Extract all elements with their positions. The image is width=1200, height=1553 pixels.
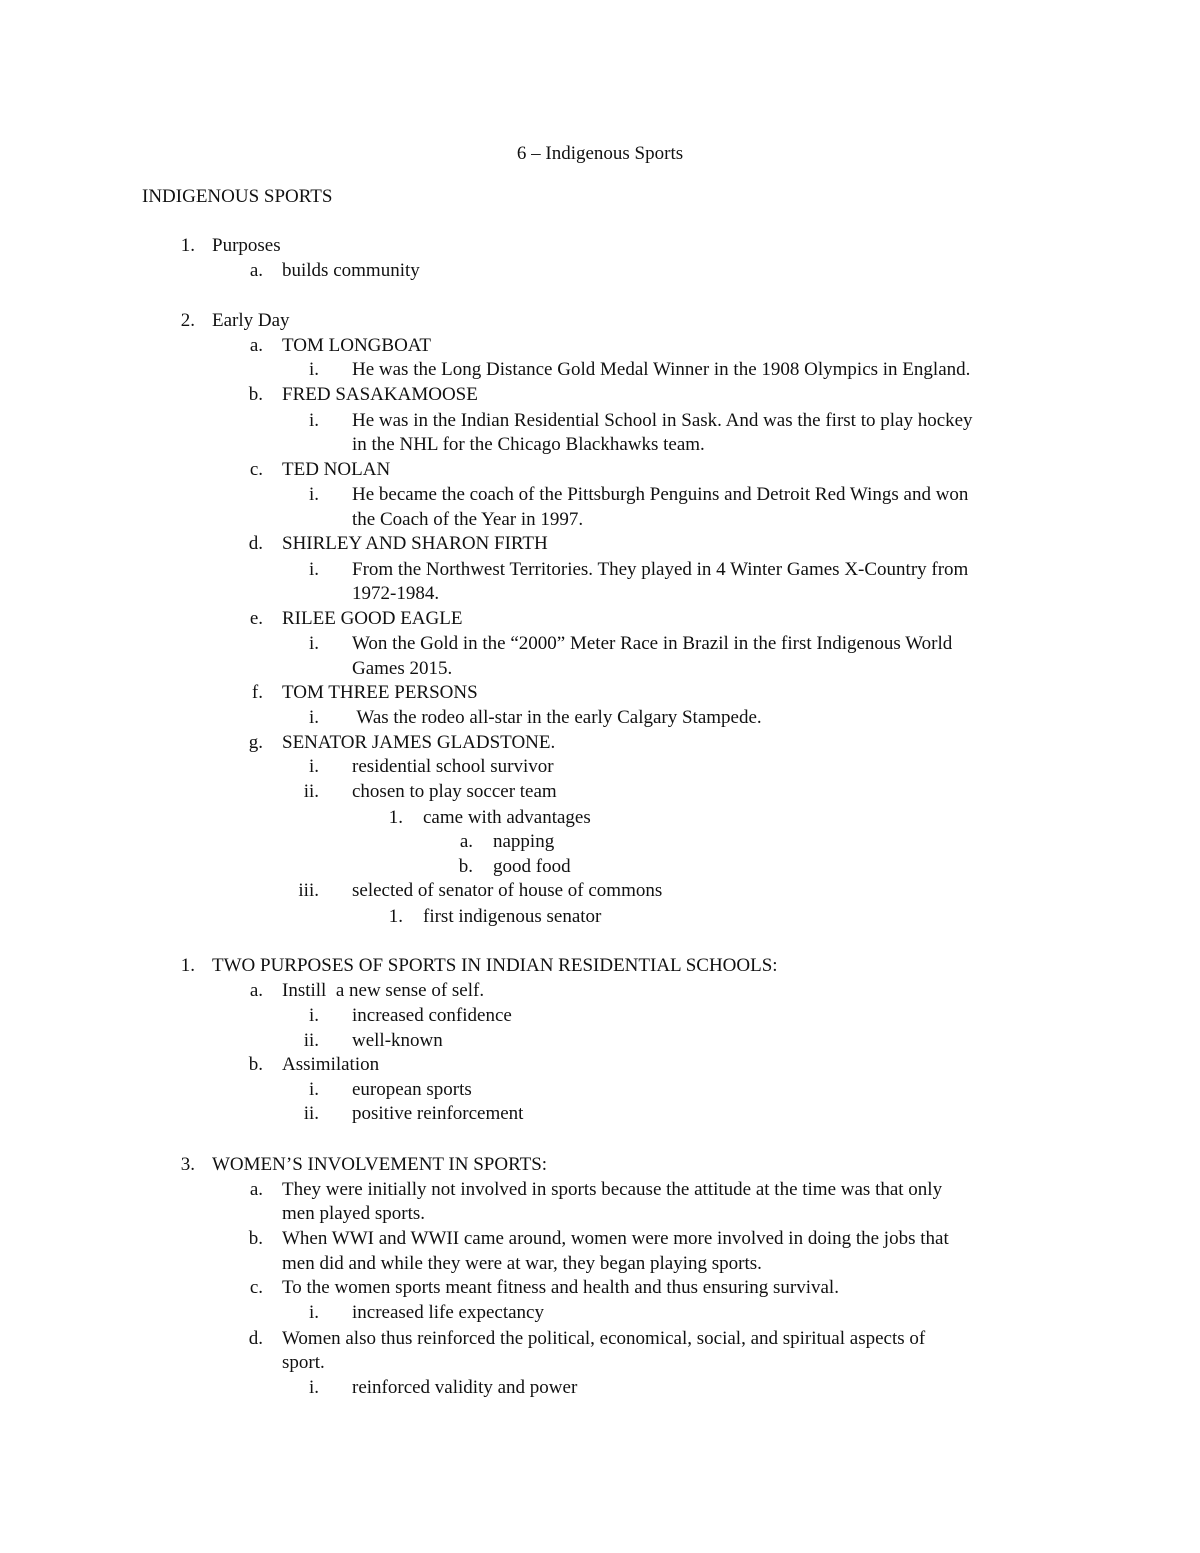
list-marker: ii. bbox=[303, 1030, 319, 1051]
list-text: european sports bbox=[352, 1079, 472, 1100]
list-text: first indigenous senator bbox=[423, 906, 602, 927]
list-marker: i. bbox=[308, 1302, 319, 1323]
document-title: 6 – Indigenous Sports bbox=[516, 143, 684, 164]
list-marker: a. bbox=[249, 335, 263, 356]
list-text: TOM THREE PERSONS bbox=[282, 682, 478, 703]
list-marker: b. bbox=[458, 856, 473, 877]
list-text: reinforced validity and power bbox=[352, 1377, 578, 1398]
list-marker: 1. bbox=[388, 906, 403, 927]
list-text: increased life expectancy bbox=[352, 1302, 544, 1323]
list-text: Instill a new sense of self. bbox=[282, 980, 485, 1001]
list-marker: f. bbox=[251, 682, 263, 703]
list-marker: d. bbox=[248, 533, 263, 554]
list-marker: ii. bbox=[303, 781, 319, 802]
list-text: WOMEN’S INVOLVEMENT IN SPORTS: bbox=[212, 1154, 548, 1175]
list-marker: b. bbox=[248, 1228, 263, 1249]
list-marker: c. bbox=[249, 1277, 263, 1298]
list-text: came with advantages bbox=[423, 807, 591, 828]
list-text: From the Northwest Territories. They played in 4 Winter Games X-Country from bbox=[352, 559, 969, 580]
list-text: residential school survivor bbox=[352, 756, 554, 777]
list-text: When WWI and WWII came around, women were more involved in doing the jobs that bbox=[282, 1228, 949, 1249]
list-marker: i. bbox=[308, 1005, 319, 1026]
list-marker: c. bbox=[249, 459, 263, 480]
list-text: TED NOLAN bbox=[282, 459, 391, 480]
list-text: Games 2015. bbox=[352, 658, 453, 679]
list-marker: i. bbox=[308, 1079, 319, 1100]
list-text: Early Day bbox=[212, 310, 290, 331]
list-marker: 1. bbox=[388, 807, 403, 828]
list-text: Was the rodeo all-star in the early Calgary Stampede. bbox=[352, 707, 762, 728]
list-text: sport. bbox=[282, 1352, 325, 1373]
list-text: FRED SASAKAMOOSE bbox=[282, 384, 478, 405]
list-marker: a. bbox=[249, 260, 263, 281]
list-marker: b. bbox=[248, 384, 263, 405]
list-text: RILEE GOOD EAGLE bbox=[282, 608, 463, 629]
list-text: He was in the Indian Residential School in Sask. And was the first to play hockey bbox=[352, 410, 973, 431]
list-marker: i. bbox=[308, 484, 319, 505]
list-text: Women also thus reinforced the political, economical, social, and spiritual aspects of bbox=[282, 1328, 926, 1349]
list-text: Assimilation bbox=[282, 1054, 380, 1075]
list-marker: i. bbox=[308, 410, 319, 431]
list-text: Purposes bbox=[212, 235, 281, 256]
list-marker: a. bbox=[459, 831, 473, 852]
list-marker: 3. bbox=[180, 1154, 195, 1175]
list-text: They were initially not involved in sports because the attitude at the time was that only bbox=[282, 1179, 943, 1200]
list-marker: i. bbox=[308, 756, 319, 777]
list-text: 1972-1984. bbox=[352, 583, 440, 604]
list-text: builds community bbox=[282, 260, 420, 281]
list-marker: e. bbox=[249, 608, 263, 629]
list-marker: ii. bbox=[303, 1103, 319, 1124]
list-text: He was the Long Distance Gold Medal Winner in the 1908 Olympics in England. bbox=[352, 359, 971, 380]
list-text: increased confidence bbox=[352, 1005, 512, 1026]
list-marker: i. bbox=[308, 707, 319, 728]
list-text: To the women sports meant fitness and health and thus ensuring survival. bbox=[282, 1277, 839, 1298]
section-heading: INDIGENOUS SPORTS bbox=[142, 186, 333, 207]
list-marker: 1. bbox=[180, 955, 195, 976]
list-text: in the NHL for the Chicago Blackhawks team. bbox=[352, 434, 705, 455]
list-text: napping bbox=[493, 831, 555, 852]
list-text: men played sports. bbox=[282, 1203, 426, 1224]
list-text: TOM LONGBOAT bbox=[282, 335, 432, 356]
list-marker: i. bbox=[308, 359, 319, 380]
list-text: the Coach of the Year in 1997. bbox=[352, 509, 584, 530]
list-marker: 1. bbox=[180, 235, 195, 256]
list-text: men did and while they were at war, they began playing sports. bbox=[282, 1253, 762, 1274]
list-text: good food bbox=[493, 856, 571, 877]
list-text: He became the coach of the Pittsburgh Penguins and Detroit Red Wings and won bbox=[352, 484, 969, 505]
list-marker: 2. bbox=[180, 310, 195, 331]
list-marker: d. bbox=[248, 1328, 263, 1349]
list-text: SENATOR JAMES GLADSTONE. bbox=[282, 732, 556, 753]
list-text: TWO PURPOSES OF SPORTS IN INDIAN RESIDENTIAL SCHOOLS: bbox=[212, 955, 778, 976]
list-text: well-known bbox=[352, 1030, 443, 1051]
list-marker: g. bbox=[248, 732, 263, 753]
list-text: selected of senator of house of commons bbox=[352, 880, 663, 901]
list-text: positive reinforcement bbox=[352, 1103, 524, 1124]
list-text: SHIRLEY AND SHARON FIRTH bbox=[282, 533, 548, 554]
list-marker: b. bbox=[248, 1054, 263, 1075]
list-marker: iii. bbox=[298, 880, 319, 901]
list-marker: i. bbox=[308, 633, 319, 654]
list-text: chosen to play soccer team bbox=[352, 781, 557, 802]
list-marker: a. bbox=[249, 980, 263, 1001]
list-marker: i. bbox=[308, 1377, 319, 1398]
list-marker: i. bbox=[308, 559, 319, 580]
list-text: Won the Gold in the “2000” Meter Race in Brazil in the first Indigenous World bbox=[352, 633, 953, 654]
list-marker: a. bbox=[249, 1179, 263, 1200]
